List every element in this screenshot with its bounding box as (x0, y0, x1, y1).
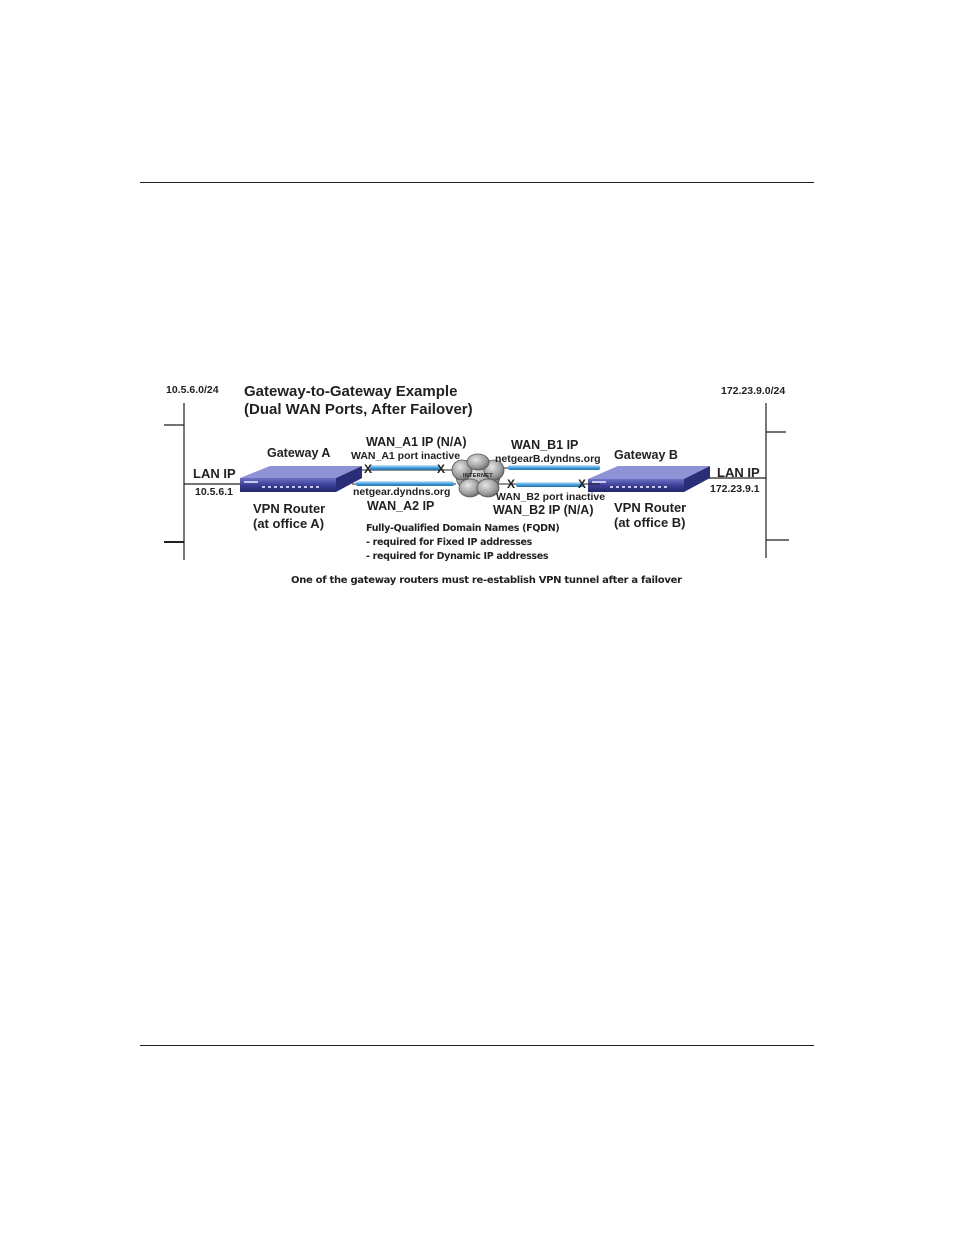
tunnel-a1 (370, 465, 440, 470)
router-a-device (240, 466, 362, 492)
tunnel-b1 (508, 465, 600, 470)
wan-a2-domain: netgear.dyndns.org (353, 486, 451, 498)
break-mark-b2-right: X (578, 477, 587, 491)
router-b-label-line1: VPN Router (614, 500, 687, 515)
right-lan-ip-label: LAN IP (717, 465, 760, 480)
figure-caption: One of the gateway routers must re-establish VPN tunnel after a failover (291, 575, 682, 586)
router-a-label-line2: (at office A) (253, 516, 325, 531)
right-subnet: 172.23.9.0/24 (721, 385, 786, 397)
left-lan-segment (164, 403, 240, 560)
wan-b1-label: WAN_B1 IP (511, 438, 579, 452)
break-mark-a1-left: X (364, 462, 373, 476)
diagram-title-line1: Gateway-to-Gateway Example (244, 383, 458, 400)
break-mark-b2-left: X (507, 477, 516, 491)
diagram-title-line2: (Dual WAN Ports, After Failover) (244, 401, 473, 418)
gateway-a-label: Gateway A (267, 446, 331, 460)
fqdn-heading: Fully-Qualified Domain Names (FQDN) (366, 523, 560, 534)
wan-b2-label: WAN_B2 IP (N/A) (493, 503, 594, 517)
wan-a1-label: WAN_A1 IP (N/A) (366, 435, 467, 449)
internet-label: INTERNET (463, 473, 493, 479)
router-b-label-line2: (at office B) (614, 515, 686, 530)
wan-b2-status: WAN_B2 port inactive (496, 491, 606, 503)
break-mark-a1-right: X (437, 462, 446, 476)
fqdn-item-fixed: - required for Fixed IP addresses (366, 537, 532, 548)
gateway-b-label: Gateway B (614, 448, 678, 462)
router-b-device (588, 466, 710, 492)
tunnel-b2 (516, 482, 584, 487)
left-lan-ip: 10.5.6.1 (195, 486, 233, 498)
wan-b1-domain: netgearB.dyndns.org (495, 453, 601, 465)
left-subnet: 10.5.6.0/24 (166, 384, 219, 396)
right-lan-segment (708, 403, 789, 558)
left-lan-ip-label: LAN IP (193, 466, 236, 481)
wan-a2-label: WAN_A2 IP (367, 499, 435, 513)
router-a-label-line1: VPN Router (253, 501, 326, 516)
fqdn-item-dynamic: - required for Dynamic IP addresses (366, 551, 549, 562)
wan-a1-status: WAN_A1 port inactive (351, 450, 461, 462)
right-lan-ip: 172.23.9.1 (710, 483, 760, 495)
